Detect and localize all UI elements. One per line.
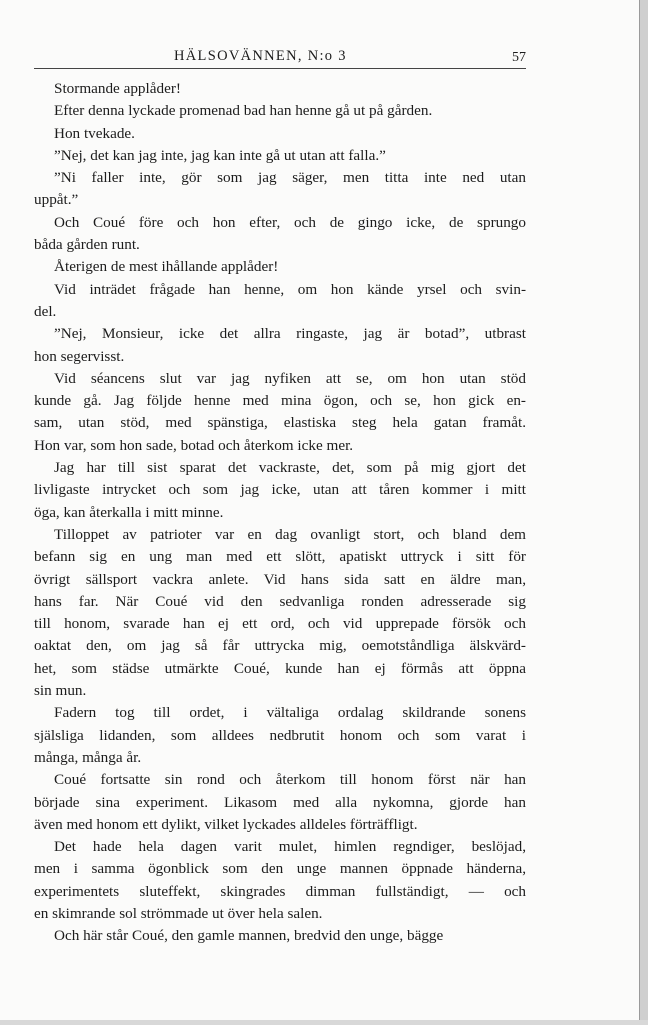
- page-number: 57: [512, 50, 526, 65]
- paragraph: [34, 769, 526, 836]
- paragraph: [34, 123, 526, 145]
- text-line: Vid inträdet frågade han henne, om hon kände yrsel och svin-: [54, 280, 526, 298]
- text-line: het, som städse utmärkte Coué, kunde han ej förmås att öppna: [34, 659, 526, 677]
- text-line: Hon tvekade.: [54, 124, 135, 142]
- text-line: Hon var, som hon sade, botad och återkom icke mer.: [34, 436, 354, 454]
- text-line: uppåt.”: [34, 191, 79, 209]
- text-line: Coué fortsatte sin rond och återkom till honom först när han: [54, 771, 526, 789]
- text-line: kunde gå. Jag följde henne med mina ögon, och se, hon gick en-: [34, 392, 526, 410]
- paragraph: [34, 256, 526, 278]
- text-line: själsliga lidanden, som alldees nedbrutit honom och som varat i: [34, 726, 526, 744]
- text-line: ”Nej, Monsieur, icke det allra ringaste, jag är botad”, utbrast: [54, 325, 526, 343]
- running-title: HÄLSOVÄNNEN, N:o 3: [174, 48, 347, 64]
- text-line: båda gården runt.: [34, 236, 140, 254]
- text-line: övrigt sällsport vackra anlete. Vid hans sida satt en äldre man,: [34, 570, 526, 588]
- text-line: Och Coué före och hon efter, och de gingo icke, de sprungo: [54, 213, 526, 231]
- paragraph: [34, 78, 526, 100]
- paragraph: [34, 279, 526, 324]
- text-line: en skimrande sol strömmade ut över hela salen.: [34, 904, 323, 922]
- text-line: men i samma ögonblick som den unge mannen öppnade händerna,: [34, 860, 526, 878]
- text-line: Fadern tog till ordet, i vältaliga ordalag skildrande sonens: [54, 704, 526, 722]
- text-line: började sina experiment. Likasom med alla nykomna, gjorde han: [34, 793, 526, 811]
- running-header: [34, 46, 526, 69]
- text-line: befann sig en ung man med ett slött, apatiskt uttryck i sitt för: [34, 548, 526, 566]
- paragraph: [34, 323, 526, 368]
- text-line: till honom, svarade han ej ett ord, och vid upprepade försök och: [34, 615, 526, 633]
- text-line: ”Ni faller inte, gör som jag säger, men titta inte ned utan: [54, 169, 526, 187]
- text-line: livligaste intrycket och som jag icke, utan att tåren kommer i mitt: [34, 481, 526, 499]
- text-line: sin mun.: [34, 682, 87, 700]
- text-line: hon segervisst.: [34, 347, 125, 365]
- body-text: [34, 78, 526, 948]
- text-line: Tilloppet av patrioter var en dag ovanligt stort, och bland dem: [54, 525, 526, 543]
- paragraph: [34, 925, 526, 947]
- text-line: Och här står Coué, den gamle mannen, bredvid den unge, bägge: [54, 927, 444, 945]
- paragraph: [34, 702, 526, 769]
- paragraph: [34, 368, 526, 457]
- paragraph: [34, 457, 526, 524]
- text-line: Efter denna lyckade promenad bad han henne gå ut på gården.: [54, 102, 433, 120]
- paragraph: [34, 100, 526, 122]
- text-line: Stormande applåder!: [54, 80, 181, 97]
- text-line: oaktat den, om jag så får uttrycka mig, oemotståndliga älskvärd-: [34, 637, 526, 655]
- text-line: många, många år.: [34, 748, 142, 766]
- text-line: även med honom ett dylikt, vilket lyckades alldeles förträffligt.: [34, 815, 418, 833]
- text-line: sam, utan stöd, med spänstiga, elastiska steg hela gatan framåt.: [34, 414, 526, 432]
- text-line: del.: [34, 302, 57, 320]
- paragraph: [34, 145, 526, 167]
- text-line: experimentets sluteffekt, skingrades dimman fullständigt, — och: [34, 882, 526, 900]
- text-line: öga, kan återkalla i mitt minne.: [34, 503, 224, 521]
- paragraph: [34, 212, 526, 257]
- page-edge-right: [639, 0, 648, 1025]
- page-edge-bottom: [0, 1020, 648, 1025]
- text-line: Det hade hela dagen varit mulet, himlen regndiger, beslöjad,: [54, 838, 526, 856]
- text-line: ”Nej, det kan jag inte, jag kan inte gå ut utan att falla.”: [54, 146, 386, 164]
- paragraph: [34, 524, 526, 702]
- text-line: Återigen de mest ihållande applåder!: [54, 258, 279, 276]
- paragraph: [34, 836, 526, 925]
- text-line: hans far. När Coué vid den sedvanliga ronden adresserade sig: [34, 592, 526, 610]
- text-line: Vid séancens slut var jag nyfiken att se, om hon utan stöd: [54, 369, 526, 387]
- paragraph: [34, 167, 526, 212]
- text-line: Jag har till sist sparat det vackraste, det, som på mig gjort det: [54, 459, 526, 477]
